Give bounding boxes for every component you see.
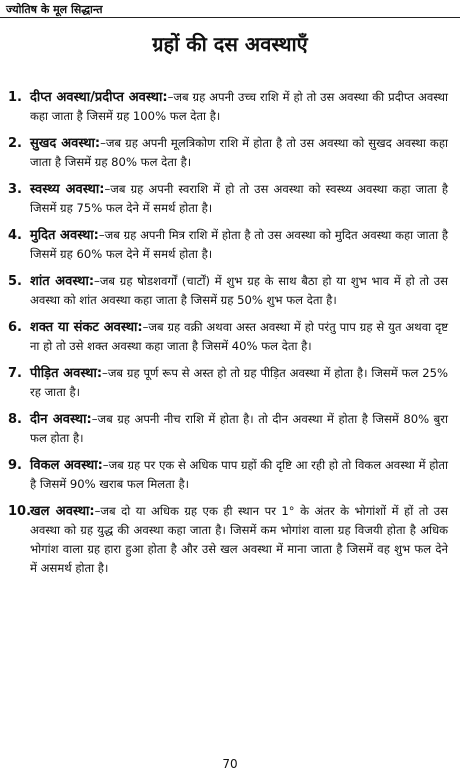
running-header: ज्योतिष के मूल सिद्धान्त (6, 3, 103, 16)
item-number: 1. (8, 90, 22, 105)
list-item (8, 272, 448, 310)
list-item (8, 364, 448, 402)
item-description: –जब ग्रह अपनी मित्र राशि में होता है तो उस अवस्था को मुदित अवस्था कहा जाता है जिसमें ग्रह 60% फल देने में समर्थ होता है। (30, 228, 448, 261)
header-divider (0, 17, 460, 18)
list-item (8, 318, 448, 356)
item-number: 3. (8, 182, 22, 197)
list-item (8, 410, 448, 448)
item-title: सुखद अवस्था: (30, 136, 101, 151)
item-description: –जब दो या अधिक ग्रह एक ही स्थान पर 1° के अंतर के भोगांशों में हों तो उस अवस्था को ग्रह युद्ध की अवस्था कहा जाता है। जिसमें कम भोगांश वाला ग्रह विजयी होता है अधिक भोगांश वाला ग्रह हारा हुआ होता है और उसे खल अवस्था में माना जाता है जिसमें वह शुभ फल देने में असमर्थ होता है। (30, 504, 448, 575)
page-title: ग्रहों की दस अवस्थाएँ (152, 32, 308, 56)
item-title: खल अवस्था: (30, 504, 95, 519)
item-description: –जब ग्रह षोडशवर्गों (चार्टों) में शुभ ग्रह के साथ बैठा हो या शुभ भाव में हो तो उस अवस्था को शांत अवस्था कहा जाता है जिसमें ग्रह 50% शुभ फल देता है। (30, 274, 448, 307)
item-title: शांत अवस्था: (30, 274, 95, 289)
item-title: शक्त या संकट अवस्था: (30, 320, 143, 335)
list-item (8, 226, 448, 264)
item-number: 9. (8, 458, 22, 473)
item-title: स्वस्थ्य अवस्था: (30, 182, 105, 197)
item-title: मुदित अवस्था: (30, 228, 99, 243)
item-description: –जब ग्रह पर एक से अधिक पाप ग्रहों की दृष्टि आ रही हो तो विकल अवस्था में होता है जिसमें 90% खराब फल मिलता है। (30, 458, 448, 491)
page-number: 70 (222, 757, 238, 771)
avastha-list (8, 88, 448, 586)
item-description: –जब ग्रह अपनी स्वराशि में हो तो उस अवस्था को स्वस्थ्य अवस्था कहा जाता है जिसमें ग्रह 75% फल देने में समर्थ होता है। (30, 182, 448, 215)
item-description: –जब ग्रह अपनी उच्च राशि में हो तो उस अवस्था की प्रदीप्त अवस्था कहा जाता है जिसमें ग्रह 100% फल देता है। (30, 90, 448, 123)
item-number: 5. (8, 274, 22, 289)
item-description: –जब ग्रह अपनी मूलत्रिकोण राशि में होता है तो उस अवस्था को सुखद अवस्था कहा जाता है जिसमें ग्रह 80% फल देता है। (30, 136, 448, 169)
item-number: 6. (8, 320, 22, 335)
list-item (8, 180, 448, 218)
item-title: विकल अवस्था: (30, 458, 103, 473)
list-item (8, 456, 448, 494)
item-description: –जब ग्रह पूर्ण रूप से अस्त हो तो ग्रह पीड़ित अवस्था में होता है। जिसमें फल 25% रह जाता है। (30, 366, 448, 399)
item-description: –जब ग्रह वक्री अथवा अस्त अवस्था में हो परंतु पाप ग्रह से युत अथवा दृष्ट ना हो तो उसे शक्त अवस्था कहा जाता है जिसमें 40% फल देता है। (30, 320, 448, 353)
item-title: दीप्त अवस्था/प्रदीप्त अवस्था: (30, 90, 168, 105)
item-description: –जब ग्रह अपनी नीच राशि में होता है। तो दीन अवस्था में होता है जिसमें 80% बुरा फल होता है। (30, 412, 448, 445)
item-number: 10. (8, 504, 32, 519)
item-number: 7. (8, 366, 22, 381)
item-title: पीड़ित अवस्था: (30, 366, 103, 381)
item-title: दीन अवस्था: (30, 412, 92, 427)
item-number: 2. (8, 136, 22, 151)
list-item (8, 134, 448, 172)
list-item (8, 88, 448, 126)
list-item (8, 502, 448, 578)
item-number: 4. (8, 228, 22, 243)
item-number: 8. (8, 412, 22, 427)
